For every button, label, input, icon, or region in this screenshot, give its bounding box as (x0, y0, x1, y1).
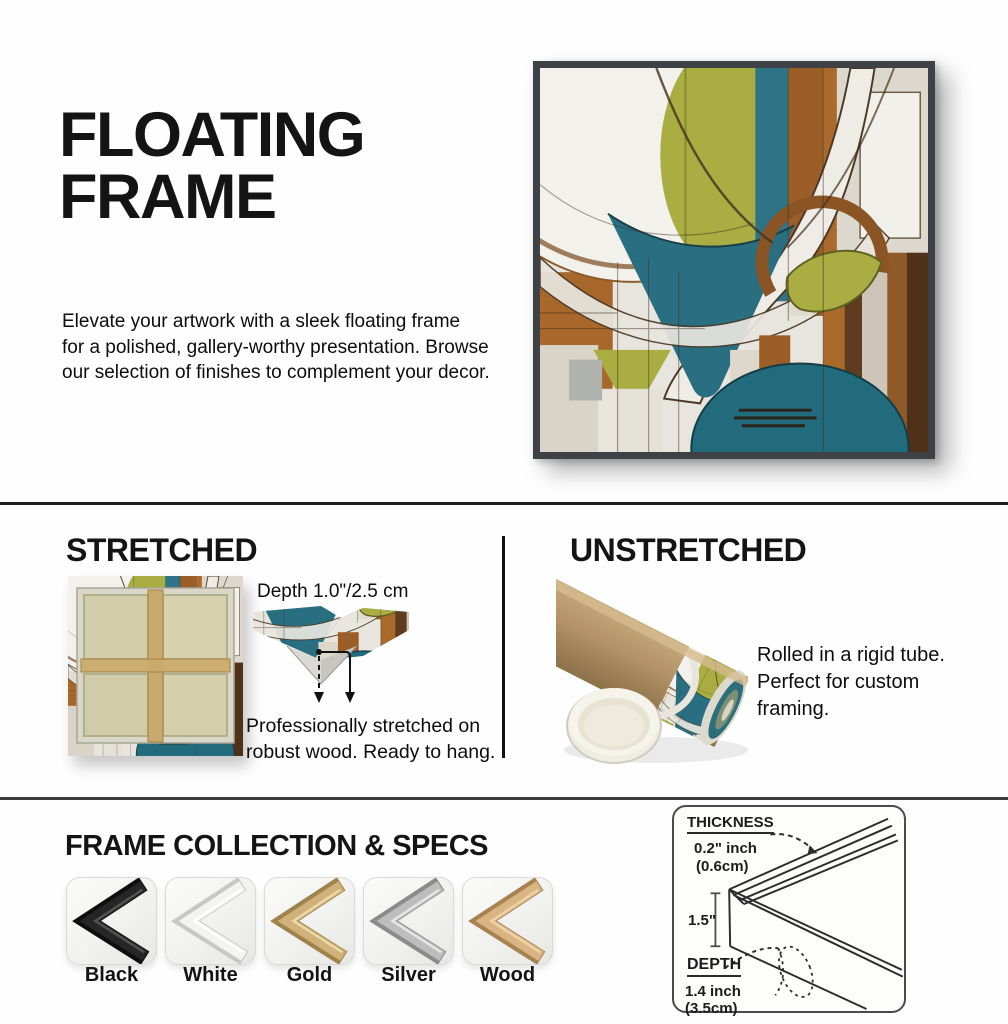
frame-swatch-label: Wood (479, 964, 536, 986)
depth-metric: (3.5cm) (685, 1000, 738, 1017)
frame-swatch-gold (264, 877, 355, 965)
stretched-heading: STRETCHED (66, 532, 258, 568)
frame-spec-diagram (672, 805, 906, 1017)
shipping-tube-photo (556, 576, 748, 768)
page-title (59, 100, 365, 232)
stretched-description-line: Professionally stretched on (246, 715, 481, 737)
frame-corner-icon (364, 878, 453, 964)
column-divider (502, 536, 505, 758)
stretched-description (246, 714, 508, 765)
hero-description (62, 309, 532, 386)
hero-description-line: for a polished, gallery-worthy presentation. Browse (62, 336, 489, 358)
frame-corner-icon (67, 878, 156, 964)
frame-corner-line-drawing (674, 807, 904, 1011)
thickness-label: THICKNESS (687, 814, 774, 834)
hero-description-line: Elevate your artwork with a sleek floating frame (62, 311, 461, 332)
frame-swatch-label: Black (84, 964, 139, 986)
frame-swatch-black (66, 877, 157, 965)
thickness-metric: (0.6cm) (696, 858, 749, 875)
section-divider (0, 502, 1008, 505)
canvas-back-photo (68, 576, 243, 756)
depth-label: DEPTH (687, 956, 741, 977)
abstract-artwork (540, 68, 928, 452)
frame-corner-icon (166, 878, 255, 964)
thickness-value: 0.2" inch (694, 840, 757, 857)
depth-spec-label: Depth 1.0"/2.5 cm (257, 581, 409, 602)
page-title-line2: FRAME (59, 162, 276, 232)
frame-swatch-white (165, 877, 256, 965)
page-title-line1: FLOATING (59, 100, 365, 170)
frame-swatch-label: Silver (381, 964, 436, 986)
frame-swatch-label: White (183, 964, 238, 986)
framed-artwork-image (533, 61, 935, 459)
depth-value: 1.4 inch (685, 983, 741, 1000)
unstretched-description (757, 642, 997, 723)
unstretched-description-line: Perfect for custom framing. (757, 671, 920, 720)
section-divider (0, 797, 1008, 800)
frame-swatch-label: Gold (286, 964, 333, 986)
hero-description-line: our selection of finishes to complement your decor. (62, 362, 490, 383)
frame-collection-heading: FRAME COLLECTION & SPECS (65, 830, 489, 862)
frame-corner-icon (463, 878, 552, 964)
unstretched-heading: UNSTRETCHED (570, 532, 807, 568)
frame-swatch-silver (363, 877, 454, 965)
side-height-value: 1.5" (688, 912, 716, 929)
stretched-description-line: robust wood. Ready to hang. (246, 740, 496, 763)
unstretched-description-line: Rolled in a rigid tube. (757, 644, 945, 666)
canvas-corner-depth-graphic (251, 604, 411, 716)
frame-corner-icon (265, 878, 354, 964)
frame-swatch-wood (462, 877, 553, 965)
